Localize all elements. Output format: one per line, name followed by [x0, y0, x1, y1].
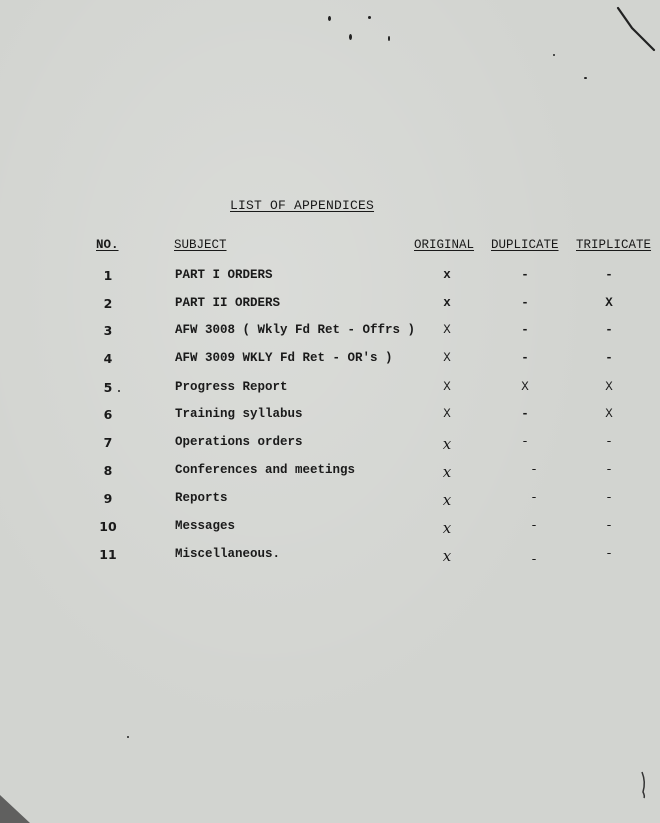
table-row [0, 323, 660, 347]
duplicate-mark: - [521, 296, 529, 310]
original-mark: X [443, 351, 451, 365]
header-duplicate: DUPLICATE [491, 238, 559, 252]
speck-mark [349, 34, 352, 40]
row-subject: Messages [175, 519, 236, 533]
duplicate-mark: - [530, 491, 538, 505]
triplicate-mark: X [605, 407, 613, 421]
duplicate-mark: - [530, 519, 538, 533]
row-number: 8 [103, 463, 113, 478]
row-number: 7 [103, 435, 113, 450]
triplicate-mark: - [605, 323, 613, 337]
duplicate-mark: - [521, 351, 529, 365]
row-number: 11 [99, 547, 117, 562]
duplicate-mark: - [521, 323, 529, 337]
triplicate-mark: - [605, 491, 613, 505]
table-row [0, 380, 660, 404]
speck-mark [127, 736, 129, 738]
table-row [0, 435, 660, 459]
triplicate-mark: - [605, 351, 613, 365]
table-row [0, 519, 660, 543]
original-mark: x [442, 547, 452, 565]
header-no: NO. [96, 238, 119, 252]
speck-mark [584, 77, 587, 79]
row-subject: PART II ORDERS [175, 296, 281, 310]
row-number: 2 [103, 296, 113, 311]
row-number: 9 [103, 491, 113, 506]
duplicate-mark: X [521, 380, 529, 394]
scratch-mark [638, 770, 652, 800]
row-subject: Training syllabus [175, 407, 303, 421]
row-number: 3 [103, 323, 113, 338]
duplicate-mark: - [530, 463, 538, 477]
triplicate-mark: X [605, 380, 613, 394]
header-original: ORIGINAL [414, 238, 475, 252]
triplicate-mark: - [605, 268, 613, 282]
corner-shadow [0, 789, 34, 823]
scratch-mark [616, 6, 656, 52]
table-row [0, 296, 660, 320]
row-number: 10 [99, 519, 117, 534]
table-row [0, 463, 660, 487]
original-mark: X [443, 407, 451, 421]
speck-mark [553, 54, 555, 56]
speck-mark [328, 16, 331, 21]
row-subject: Progress Report [175, 380, 288, 394]
duplicate-mark: - [521, 407, 529, 421]
row-number: 6 [103, 407, 113, 422]
duplicate-mark: - [530, 553, 538, 567]
row-subject: AFW 3008 ( Wkly Fd Ret - Offrs ) [175, 323, 416, 337]
original-mark: x [443, 268, 451, 282]
row-subject: Conferences and meetings [175, 463, 356, 477]
table-row [0, 547, 660, 571]
duplicate-mark: - [521, 268, 529, 282]
table-row [0, 351, 660, 375]
row-number: 5 [103, 380, 113, 395]
duplicate-mark: - [521, 435, 529, 449]
original-mark: x [442, 463, 452, 481]
row-number: 4 [103, 351, 113, 366]
row-subject: Reports [175, 491, 228, 505]
row-subject: Miscellaneous. [175, 547, 281, 561]
triplicate-mark: - [605, 519, 613, 533]
row-subject: AFW 3009 WKLY Fd Ret - OR's ) [175, 351, 393, 365]
speck-mark [368, 16, 371, 19]
triplicate-mark: - [605, 547, 613, 561]
header-subject: SUBJECT [174, 238, 227, 252]
table-row [0, 268, 660, 292]
original-mark: x [443, 296, 451, 310]
row-number: 1 [103, 268, 113, 283]
original-mark: x [442, 435, 452, 453]
header-triplicate: TRIPLICATE [576, 238, 652, 252]
original-mark: x [442, 491, 452, 509]
table-row [0, 491, 660, 515]
triplicate-mark: - [605, 463, 613, 477]
row-subject: Operations orders [175, 435, 303, 449]
row-subject: PART I ORDERS [175, 268, 273, 282]
table-row [0, 407, 660, 431]
original-mark: x [442, 519, 452, 537]
page-title: LIST OF APPENDICES [230, 198, 375, 213]
original-mark: X [443, 323, 451, 337]
speck-mark [118, 390, 120, 392]
speck-mark [388, 36, 390, 41]
triplicate-mark: - [605, 435, 613, 449]
triplicate-mark: X [605, 296, 613, 310]
original-mark: X [443, 380, 451, 394]
